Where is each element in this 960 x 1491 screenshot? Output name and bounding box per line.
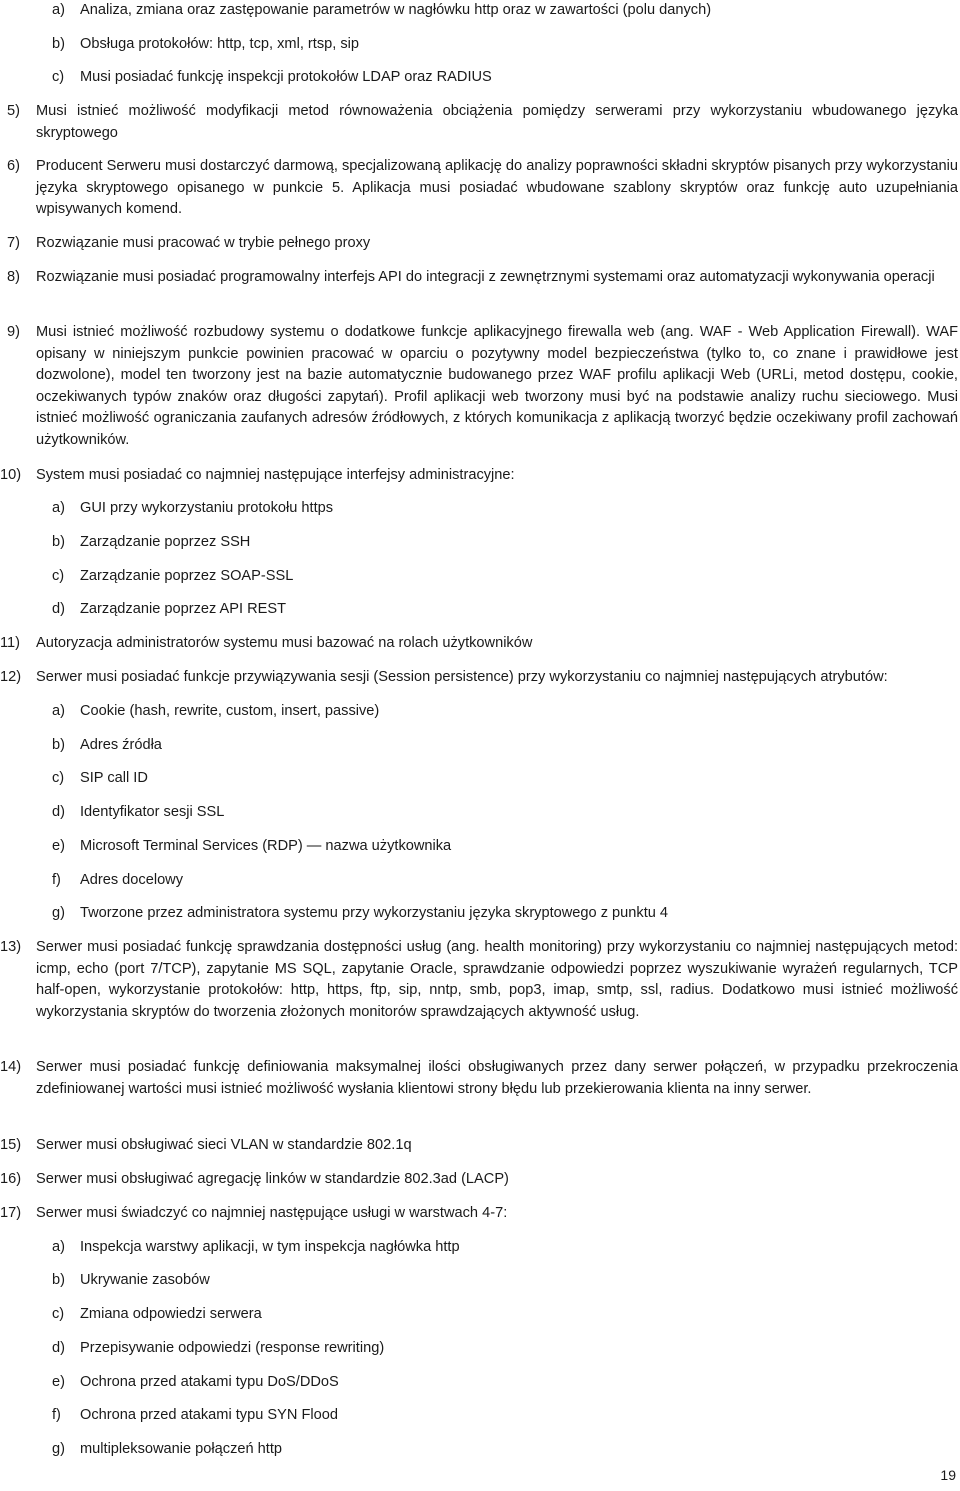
list-item-10b <box>52 532 930 554</box>
item-label: c) <box>52 1306 65 1322</box>
list-item-12 <box>0 667 958 689</box>
list-item-11 <box>0 633 958 655</box>
list-item-b <box>52 34 930 56</box>
item-text: Musi istnieć możliwość modyfikacji metod równoważenia obciążenia pomiędzy serwerami przy wykorzystaniu wbudowanego języka skryptowego <box>36 103 958 141</box>
item-text: Cookie (hash, rewrite, custom, insert, passive) <box>80 703 380 719</box>
list-item-12c <box>52 768 930 790</box>
item-text: Serwer musi posiadać funkcję definiowania maksymalnej ilości obsługiwanych przez dany serwer połączeń, w przypadku przekroczenia zdefiniowanej wartości musi istnieć możliwość wysłania klientowi strony błędu lub przekierowania klienta na inny serwer. <box>36 1059 958 1097</box>
list-item-17c <box>52 1304 930 1326</box>
item-text: Inspekcja warstwy aplikacji, w tym inspekcja nagłówka http <box>80 1239 460 1255</box>
list-item-15 <box>0 1135 958 1157</box>
item-label: 6) <box>7 158 20 174</box>
item-text: Rozwiązanie musi pracować w trybie pełnego proxy <box>36 235 371 251</box>
item-text: Ukrywanie zasobów <box>80 1272 210 1288</box>
item-label: 16) <box>0 1171 22 1187</box>
item-label: e) <box>52 838 65 854</box>
list-item-8 <box>7 267 958 289</box>
item-label: f) <box>52 1407 61 1423</box>
item-text: multipleksowanie połączeń http <box>80 1441 282 1457</box>
item-label: 8) <box>7 269 20 285</box>
item-text: Serwer musi posiadać funkcje przywiązywania sesji (Session persistence) przy wykorzystaniu co najmniej następujących atrybutów: <box>36 669 888 685</box>
item-label: b) <box>52 737 65 753</box>
item-label: 10) <box>0 467 22 483</box>
item-text: Serwer musi obsługiwać sieci VLAN w standardzie 802.1q <box>36 1137 412 1153</box>
item-label: c) <box>52 568 65 584</box>
item-text: SIP call ID <box>80 770 148 786</box>
item-label: e) <box>52 1374 65 1390</box>
item-label: c) <box>52 770 65 786</box>
item-text: Rozwiązanie musi posiadać programowalny interfejs API do integracji z zewnętrznymi systemami oraz automatyzacji wykonywania operacji <box>36 269 935 285</box>
list-item-17a <box>52 1237 930 1259</box>
item-label: a) <box>52 1239 65 1255</box>
item-text: Zmiana odpowiedzi serwera <box>80 1306 262 1322</box>
item-label: 13) <box>0 939 22 955</box>
item-text: Serwer musi posiadać funkcję sprawdzania dostępności usług (ang. health monitoring) przy wykorzystaniu co najmniej następujących metod: icmp, echo (port 7/TCP), zapytanie MS SQL, zapytanie Oracle, sprawdzanie odpowiedzi poprzez wyszukiwanie wyrażeń regularnych, TCP half-open, wykorzystanie protokołów: http, https, ftp, sip, nntp, smb, pop3, imap, smtp, ssl, radius. Dodatkowo musi istnieć możliwość wykorzystania skryptów do tworzenia złożonych monitorów sprawdzających aktywność usług. <box>36 939 958 1020</box>
item-text: GUI przy wykorzystaniu protokołu https <box>80 500 334 516</box>
item-label: a) <box>52 2 65 18</box>
item-text: Autoryzacja administratorów systemu musi bazować na rolach użytkowników <box>36 635 533 651</box>
item-label: 17) <box>0 1205 22 1221</box>
list-item-7 <box>7 233 958 255</box>
item-text: Musi posiadać funkcję inspekcji protokołów LDAP oraz RADIUS <box>80 69 492 85</box>
item-text: Producent Serweru musi dostarczyć darmową, specjalizowaną aplikację do analizy poprawności składni skryptów pisanych przy wykorzystaniu języka skryptowego opisanego w punkcie 5. Aplikacja musi posiadać wbudowane szablony skryptów oraz funkcję auto uzupełniania wpisywanych komend. <box>36 158 958 218</box>
item-label: b) <box>52 1272 65 1288</box>
item-text: Obsługa protokołów: http, tcp, xml, rtsp, sip <box>80 36 360 52</box>
item-label: 14) <box>0 1059 22 1075</box>
item-label: g) <box>52 1441 65 1457</box>
item-label: 5) <box>7 103 20 119</box>
list-item-6 <box>7 156 958 221</box>
list-item-9 <box>7 322 958 452</box>
item-text: Przepisywanie odpowiedzi (response rewriting) <box>80 1340 385 1356</box>
item-label: 11) <box>0 635 21 651</box>
item-label: 15) <box>0 1137 22 1153</box>
list-item-12e <box>52 836 930 858</box>
list-item-5 <box>7 101 958 144</box>
item-label: 7) <box>7 235 20 251</box>
item-label: 9) <box>7 324 20 340</box>
item-label: g) <box>52 905 65 921</box>
list-item-17f <box>52 1405 930 1427</box>
list-item-13 <box>0 937 958 1023</box>
list-item-12g <box>52 903 930 925</box>
item-text: Ochrona przed atakami typu DoS/DDoS <box>80 1374 339 1390</box>
item-text: Ochrona przed atakami typu SYN Flood <box>80 1407 338 1423</box>
item-text: System musi posiadać co najmniej następujące interfejsy administracyjne: <box>36 467 515 483</box>
item-label: f) <box>52 872 61 888</box>
list-item-c <box>52 67 930 89</box>
item-text: Zarządzanie poprzez SOAP-SSL <box>80 568 294 584</box>
page-number: 19 <box>940 1467 956 1483</box>
list-item-12a <box>52 701 930 723</box>
item-text: Analiza, zmiana oraz zastępowanie parametrów w nagłówku http oraz w zawartości (polu danych) <box>80 2 712 18</box>
item-label: 12) <box>0 669 22 685</box>
item-label: d) <box>52 601 65 617</box>
item-text: Adres docelowy <box>80 872 184 888</box>
item-label: d) <box>52 804 65 820</box>
list-item-17g <box>52 1439 930 1461</box>
list-item-17 <box>0 1203 958 1225</box>
item-label: c) <box>52 69 65 85</box>
list-item-12d <box>52 802 930 824</box>
item-text: Tworzone przez administratora systemu przy wykorzystaniu języka skryptowego z punktu 4 <box>80 905 669 921</box>
item-text: Musi istnieć możliwość rozbudowy systemu o dodatkowe funkcje aplikacyjnego firewalla web (ang. WAF - Web Application Firewall). WAF opisany w niniejszym punkcie powinien pracować w oparciu o pozytywny model bezpieczeństwa (tylko to, co znane i prawidłowe jest dozwolone), model ten tworzony jest na bazie automatycznie budowanego przez WAF profilu aplikacji Web (URLi, metod dostępu, cookie, oczekiwanych typów znaków oraz długości zapytań). Profil aplikacji web tworzony musi być na podstawie analizy ruchu sieciowego. Musi istnieć możliwość ograniczania zaufanych adresów źródłowych, z których komunikacja z aplikacją tworzyć będzie oczekiwany profil zachowań użytkowników. <box>36 324 958 448</box>
item-label: b) <box>52 534 65 550</box>
list-item-12b <box>52 735 930 757</box>
item-text: Zarządzanie poprzez API REST <box>80 601 287 617</box>
list-item-10a <box>52 498 930 520</box>
list-item-10c <box>52 566 930 588</box>
list-item-16 <box>0 1169 958 1191</box>
item-text: Microsoft Terminal Services (RDP) — nazwa użytkownika <box>80 838 452 854</box>
item-label: a) <box>52 500 65 516</box>
list-item-17e <box>52 1372 930 1394</box>
list-item-14 <box>0 1057 958 1100</box>
item-label: d) <box>52 1340 65 1356</box>
item-text: Serwer musi świadczyć co najmniej następujące usługi w warstwach 4-7: <box>36 1205 508 1221</box>
item-text: Adres źródła <box>80 737 162 753</box>
list-item-10 <box>0 465 958 487</box>
item-text: Serwer musi obsługiwać agregację linków w standardzie 802.3ad (LACP) <box>36 1171 509 1187</box>
list-item-a <box>52 0 930 22</box>
item-label: a) <box>52 703 65 719</box>
item-text: Identyfikator sesji SSL <box>80 804 225 820</box>
list-item-12f <box>52 870 930 892</box>
item-label: b) <box>52 36 65 52</box>
list-item-17d <box>52 1338 930 1360</box>
list-item-17b <box>52 1270 930 1292</box>
list-item-10d <box>52 599 930 621</box>
item-text: Zarządzanie poprzez SSH <box>80 534 251 550</box>
